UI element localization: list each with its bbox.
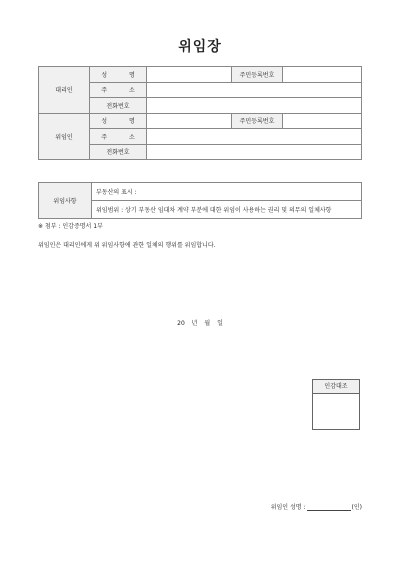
delegation-statement: 위임인은 대리인에게 위 위임사항에 관한 일체의 행위를 위임합니다. (38, 242, 216, 249)
agent-reg-field[interactable] (283, 67, 362, 83)
agent-phone-label: 전화번호 (90, 98, 147, 114)
agent-name-field[interactable] (147, 67, 232, 83)
agent-group-label: 대리인 (39, 67, 90, 114)
matter-scope: 위임범위 : 상기 부동산 임대차 계약 부분에 대한 위임이 사용하는 권리 및 의무의 일체사항 (92, 201, 362, 219)
matter-property-row (39, 183, 362, 201)
principal-name-label: 성 명 (90, 113, 147, 129)
matter-table (38, 182, 362, 219)
principal-phone-field[interactable] (147, 144, 362, 160)
agent-address-label: 주 소 (90, 82, 147, 98)
document-title: 위임장 (178, 39, 222, 55)
signature-suffix: (인) (351, 504, 362, 511)
date-line: 20 년 월 일 (177, 320, 223, 327)
agent-address-field[interactable] (147, 82, 362, 98)
agent-name-row (39, 67, 362, 83)
party-table (38, 66, 362, 160)
matter-property: 부동산의 표시 : (92, 183, 362, 201)
agent-reg-label: 주민등록번호 (232, 67, 283, 83)
principal-reg-label: 주민등록번호 (232, 113, 283, 129)
principal-reg-field[interactable] (283, 113, 362, 129)
signature-label: 위임인 성명 : (270, 504, 306, 511)
principal-name-field[interactable] (147, 113, 232, 129)
principal-address-field[interactable] (147, 129, 362, 145)
agent-name-label: 성 명 (90, 67, 147, 83)
signature-field[interactable] (307, 504, 351, 511)
matter-label: 위임사항 (39, 183, 92, 219)
principal-address-label: 주 소 (90, 129, 147, 145)
attachment-note: ※ 첨부 : 인감증명서 1부 (38, 223, 103, 230)
agent-phone-field[interactable] (147, 98, 362, 114)
principal-phone-label: 전화번호 (90, 144, 147, 160)
principal-name-row (39, 113, 362, 129)
seal-box (312, 379, 360, 430)
signature-line (271, 502, 362, 511)
seal-label: 인감대조 (313, 380, 359, 394)
principal-group-label: 위임인 (39, 113, 90, 160)
